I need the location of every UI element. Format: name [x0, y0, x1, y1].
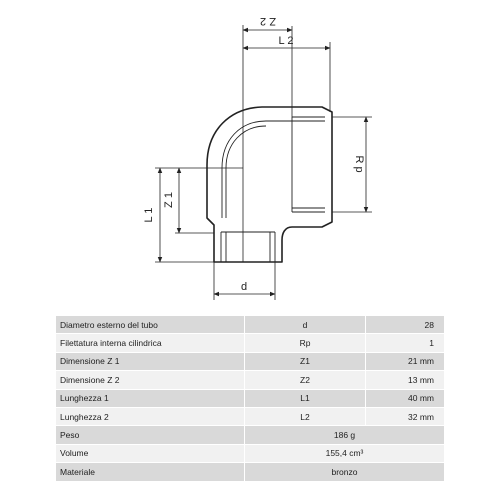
summary-name: Volume	[56, 444, 245, 462]
spec-value: 32 mm	[366, 407, 445, 425]
spec-symbol: Z1	[245, 352, 366, 370]
summary-value: 155,4 cm³	[245, 444, 445, 462]
table-row	[56, 426, 444, 444]
table-row	[56, 389, 444, 407]
spec-symbol: d	[245, 316, 366, 334]
spec-name: Diametro esterno del tubo	[56, 316, 245, 334]
table-row	[56, 444, 444, 462]
extension-lines	[155, 25, 372, 300]
spec-symbol: Z2	[245, 371, 366, 389]
label-d: d	[240, 281, 248, 293]
table-row	[56, 316, 444, 334]
summary-value: bronzo	[245, 463, 445, 481]
spec-name: Dimensione Z 2	[56, 371, 245, 389]
label-rp: R p	[353, 155, 365, 173]
spec-name: Lunghezza 2	[56, 407, 245, 425]
spec-value: 40 mm	[366, 389, 445, 407]
spec-symbol: L1	[245, 389, 366, 407]
label-z1: Z 1	[163, 192, 175, 208]
spec-value: 1	[366, 334, 445, 352]
table-row	[56, 407, 444, 425]
summary-value: 186 g	[245, 426, 445, 444]
table-row	[56, 463, 444, 481]
spec-name: Lunghezza 1	[56, 389, 245, 407]
dimension-lines	[160, 26, 366, 294]
label-z2: Z 2	[260, 15, 276, 27]
table-row	[56, 371, 444, 389]
summary-name: Materiale	[56, 463, 245, 481]
spec-symbol: L2	[245, 407, 366, 425]
table-row	[56, 334, 444, 352]
fitting-inner-lines	[221, 117, 325, 262]
spec-value: 13 mm	[366, 371, 445, 389]
spec-name: Filettatura interna cilindrica	[56, 334, 245, 352]
spec-value: 28	[366, 316, 445, 334]
spec-name: Dimensione Z 1	[56, 352, 245, 370]
label-l2: L 2	[278, 35, 294, 47]
spec-value: 21 mm	[366, 352, 445, 370]
label-l1: L 1	[143, 207, 155, 223]
table-row	[56, 352, 444, 370]
spec-symbol: Rp	[245, 334, 366, 352]
summary-name: Peso	[56, 426, 245, 444]
specifications-table	[56, 316, 444, 482]
